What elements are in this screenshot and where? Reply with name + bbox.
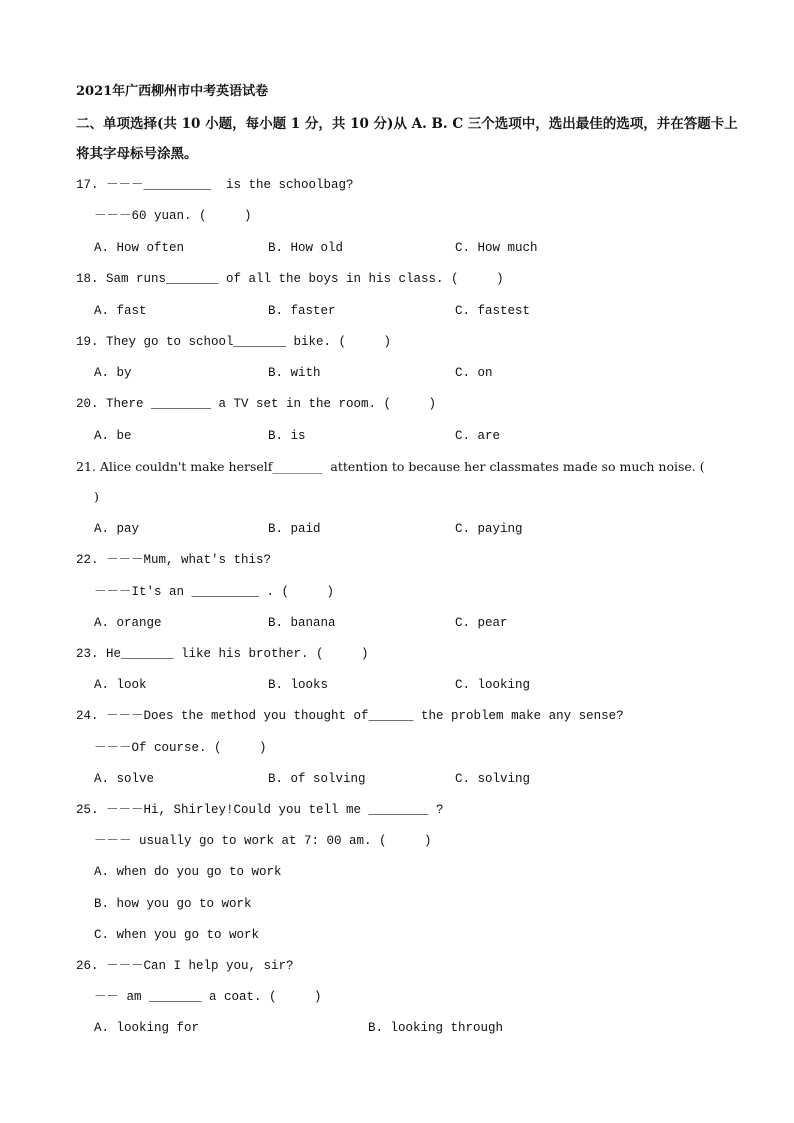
question-25-reply: －－－ usually go to work at 7: 00 am. ( ) — [94, 834, 432, 848]
question-19-option-c: C. on — [455, 366, 493, 380]
question-24-option-c: C. solving — [455, 772, 531, 786]
question-18-stem: 18. Sam runs_______ of all the boys in his class. ( ) — [76, 272, 504, 286]
question-19-option-b: B. with — [268, 366, 321, 380]
section-instruction-line2: 将其字母标号涂黑。 — [76, 146, 198, 162]
exam-title: 2021年广西柳州市中考英语试卷 — [76, 84, 269, 99]
question-18-option-c: C. fastest — [455, 304, 531, 318]
question-24-stem: 24. －－－Does the method you thought of______ the problem make any sense? — [76, 709, 624, 723]
question-21-option-a: A. pay — [94, 522, 140, 536]
question-23-option-a: A. look — [94, 678, 147, 692]
question-22-reply: －－－It's an _________ . ( ) — [94, 585, 335, 599]
question-20-stem: 20. There ________ a TV set in the room. ( ) — [76, 397, 437, 411]
section-instruction-line1: 二、单项选择(共 10 小题，每小题 1 分，共 10 分)从 A. B. C 三个选项中，选出最佳的选项，并在答题卡上 — [76, 116, 738, 132]
question-21-stem-continued: ) — [94, 489, 99, 504]
question-21-option-b: B. paid — [268, 522, 321, 536]
question-25-option-c: C. when you go to work — [94, 928, 260, 942]
question-26-option-b: B. looking through — [368, 1021, 504, 1035]
question-22-option-b: B. banana — [268, 616, 336, 630]
question-17-stem: 17. －－－_________ is the schoolbag? — [76, 178, 354, 192]
question-21-option-c: C. paying — [455, 522, 523, 536]
question-23-stem: 23. He_______ like his brother. ( ) — [76, 647, 369, 661]
question-20-option-b: B. is — [268, 429, 306, 443]
question-25-option-b: B. how you go to work — [94, 897, 252, 911]
question-22-option-a: A. orange — [94, 616, 162, 630]
question-24-option-a: A. solve — [94, 772, 155, 786]
question-21-stem: 21. Alice couldn't make herself________ attention to because her classmates made so much noise. ( — [76, 459, 705, 474]
question-20-option-a: A. be — [94, 429, 132, 443]
question-19-stem: 19. They go to school_______ bike. ( ) — [76, 335, 392, 349]
question-24-reply: －－－Of course. ( ) — [94, 741, 267, 755]
question-26-reply: －－ am _______ a coat. ( ) — [94, 990, 322, 1004]
question-24-option-b: B. of solving — [268, 772, 366, 786]
question-22-stem: 22. －－－Mum, what's this? — [76, 553, 272, 567]
question-18-option-a: A. fast — [94, 304, 147, 318]
question-17-option-c: C. How much — [455, 241, 538, 255]
question-18-option-b: B. faster — [268, 304, 336, 318]
question-23-option-b: B. looks — [268, 678, 329, 692]
question-26-stem: 26. －－－Can I help you, sir? — [76, 959, 294, 973]
question-23-option-c: C. looking — [455, 678, 531, 692]
question-25-stem: 25. －－－Hi, Shirley!Could you tell me ________ ? — [76, 803, 444, 817]
question-19-option-a: A. by — [94, 366, 132, 380]
question-17-option-b: B. How old — [268, 241, 344, 255]
question-26-option-a: A. looking for — [94, 1021, 200, 1035]
question-25-option-a: A. when do you go to work — [94, 865, 282, 879]
question-17-reply: －－－60 yuan. ( ) — [94, 209, 252, 223]
question-17-option-a: A. How often — [94, 241, 185, 255]
question-20-option-c: C. are — [455, 429, 501, 443]
question-22-option-c: C. pear — [455, 616, 508, 630]
